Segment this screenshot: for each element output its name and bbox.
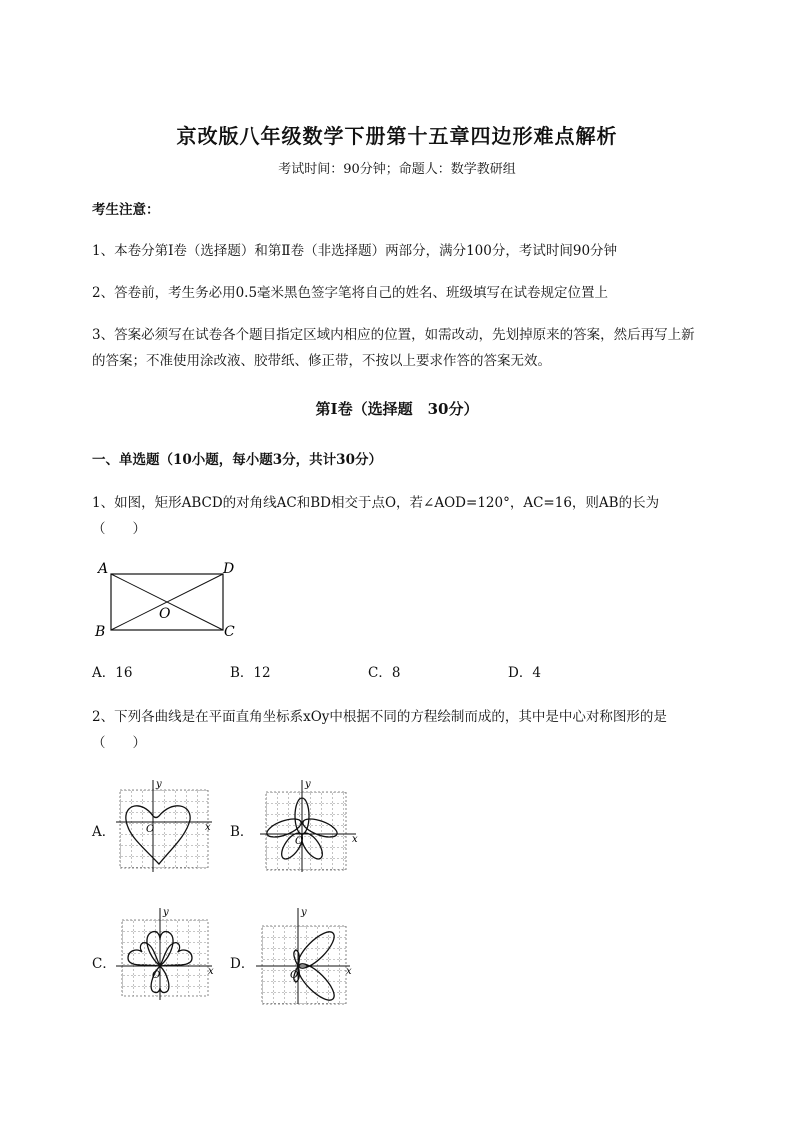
y-axis-label: y (163, 907, 169, 918)
q1-option-c[interactable]: C．8 (368, 665, 401, 681)
notice-item-1: 1、本卷分第I卷（选择题）和第Ⅱ卷（非选择题）两部分，满分100分，考试时间90分钟 (92, 243, 618, 259)
heart-curve-graph[interactable] (112, 778, 216, 874)
label-o: O (159, 606, 171, 622)
notice-item-2: 2、答卷前，考生务必用0.5毫米黑色签字笔将自己的姓名、班级填写在试卷规定位置上 (92, 285, 609, 301)
label-b: B (95, 624, 106, 640)
page-title: 京改版八年级数学下册第十五章四边形难点解析 (176, 124, 618, 148)
q2-option-c-label[interactable]: C． (92, 956, 116, 972)
q2-option-a-label[interactable]: A． (92, 824, 116, 840)
y-axis-label: y (301, 907, 307, 918)
rose-curve-graph-b[interactable] (256, 778, 364, 874)
q2-option-b-label[interactable]: B． (230, 824, 254, 840)
origin-label: O (290, 970, 299, 981)
x-axis-label: x (205, 822, 211, 833)
rectangle-figure (90, 556, 250, 646)
x-axis-label: x (208, 966, 214, 977)
y-axis-label: y (156, 779, 162, 790)
question-1-text: 1、如图，矩形ABCD的对角线AC和BD相交于点O，若∠AOD=120°，AC=16，则AB的长为 (92, 495, 660, 511)
label-a: A (98, 561, 109, 577)
q1-option-b[interactable]: B．12 (230, 665, 271, 681)
part-heading: 一、单选题（10小题，每小题3分，共计30分） (92, 452, 382, 468)
exam-subtitle: 考试时间：90分钟；命题人：数学教研组 (278, 162, 516, 177)
question-2-blank: （ ） (92, 735, 146, 751)
notice-heading: 考生注意： (92, 202, 160, 218)
q1-option-a[interactable]: A．16 (92, 665, 133, 681)
section-title: 第I卷（选择题 30分） (315, 400, 479, 418)
q1-option-d[interactable]: D．4 (508, 665, 541, 681)
two-petal-curve-graph[interactable] (254, 906, 358, 1006)
q2-option-d-label[interactable]: D． (230, 956, 255, 972)
x-axis-label: x (346, 966, 352, 977)
label-c: C (224, 624, 235, 640)
question-2-text: 2、下列各曲线是在平面直角坐标系xOy中根据不同的方程绘制而成的，其中是中心对称图形的是 (92, 709, 667, 725)
x-axis-label: x (352, 834, 358, 845)
clover-curve-graph[interactable] (112, 906, 220, 1002)
notice-item-3: 3、答案必须写在试卷各个题目指定区域内相应的位置，如需改动，先划掉原来的答案，然后再写上新 (92, 327, 695, 343)
origin-label: O (152, 970, 161, 981)
question-1-blank: （ ） (92, 521, 146, 537)
origin-label: O (295, 836, 304, 847)
y-axis-label: y (305, 779, 311, 790)
notice-item-3-cont: 的答案；不准使用涂改液、胶带纸、修正带，不按以上要求作答的答案无效。 (92, 353, 551, 369)
label-d: D (223, 561, 235, 577)
origin-label: O (146, 824, 155, 835)
